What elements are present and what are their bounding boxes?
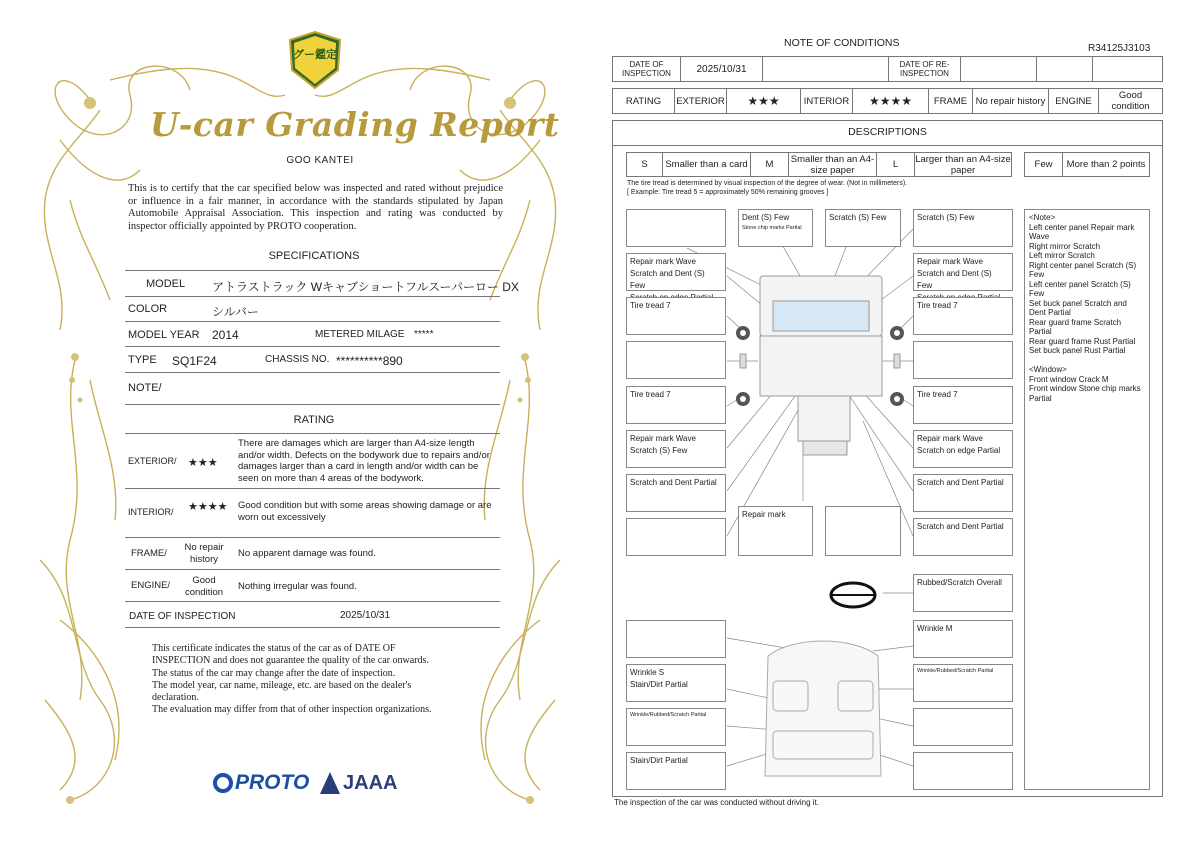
damage-box: Tire tread 7 — [913, 386, 1013, 424]
type-label: TYPE — [128, 354, 157, 366]
jaaa-mark-icon — [320, 772, 340, 794]
damage-box: Rubbed/Scratch Overall — [913, 574, 1013, 612]
metered-label: METERED MILAGE — [315, 329, 405, 340]
damage-box: Repair mark Wave Scratch (S) Few — [626, 430, 726, 468]
reinspection-label: DATE OF RE-INSPECTION — [889, 57, 961, 81]
frame-label: FRAME — [929, 89, 973, 113]
exterior-stars: ★★★ — [727, 89, 801, 113]
chassis-value: **********890 — [336, 354, 403, 368]
note-line: Set buck panel Rust Partial — [1029, 346, 1126, 355]
damage-box: Scratch and Dent Partial — [913, 518, 1013, 556]
empty-cell — [763, 57, 889, 81]
report-title: NOTE OF CONDITIONS — [784, 37, 900, 49]
exterior-text: There are damages which are larger than A4-size length and/or width. Defects on the bodywork due to repairs and/or damages larger than a card in length and/or width can be seen on more than 4 areas of the bodywork. — [238, 438, 490, 484]
note-line: Front window Crack M — [1029, 374, 1109, 384]
note-line — [1029, 356, 1145, 366]
damage-box — [626, 708, 726, 746]
certificate-title: U-car Grading Report — [150, 105, 560, 144]
damage-box — [626, 209, 726, 247]
notes-box — [1024, 209, 1150, 790]
note-line: Rear guard frame Scratch Partial — [1029, 317, 1122, 336]
damage-box: Wrinkle S Stain/Dirt Partial — [626, 664, 726, 702]
badge-text: グー鑑定 — [293, 49, 337, 61]
date-label: DATE OF INSPECTION — [129, 611, 236, 622]
engine-label: ENGINE — [1049, 89, 1099, 113]
note-line: Right center panel Scratch (S) Few — [1029, 260, 1137, 279]
color-value: シルバー — [212, 305, 259, 319]
damage-box — [626, 620, 726, 658]
damage-subtext: Wrinkle/Rubbed/Scratch Partial — [917, 668, 994, 674]
note-of-conditions — [600, 0, 1200, 848]
certificate-intro: This is to certify that the car specified below was inspected and rated without prejudice or influence in a fair manner, in accordance with the standards stipulated by Japan Automobile Appraisal Association. This inspection and rating was conducted by inspector officially appointed by PROTO cooperation. — [128, 183, 503, 232]
interior-outline-icon — [765, 641, 881, 776]
damage-text: Dent (S) Few — [742, 213, 790, 222]
damage-box: Scratch (S) Few — [825, 209, 901, 247]
jaaa-logo — [320, 770, 397, 796]
frame-value: No repair history — [184, 542, 224, 565]
proto-text: PROTO — [235, 771, 310, 794]
legend-text: Larger than an A4-size paper — [915, 153, 1011, 176]
rating-row — [612, 88, 1163, 114]
type-value: SQ1F24 — [172, 354, 217, 368]
model-value: アトラストラック Wキャブショートフルスーパーロー DX — [212, 280, 519, 294]
exterior-stars: ★★★ — [188, 457, 218, 469]
disclaimer-line: declaration. — [152, 692, 199, 704]
damage-box — [738, 209, 813, 247]
model-label: MODEL — [146, 278, 186, 290]
damage-box — [913, 708, 1013, 746]
report-footer: The inspection of the car was conducted without driving it. — [614, 798, 819, 807]
exterior-label: EXTERIOR — [675, 89, 727, 113]
truck-outline-icon — [760, 276, 882, 455]
damage-subtext: Wrinkle/Rubbed/Scratch Partial — [630, 712, 707, 718]
jaaa-text: JAAA — [343, 771, 398, 794]
date-of-inspection-label: DATE OF INSPECTION — [613, 57, 681, 81]
exterior-label: EXTERIOR/ — [128, 456, 177, 466]
legend-text: More than 2 points — [1066, 159, 1146, 170]
legend-code: L — [877, 153, 915, 176]
certificate-subtitle: GOO KANTEI — [286, 155, 354, 166]
damage-box — [825, 506, 901, 556]
model-year-value: 2014 — [212, 328, 239, 342]
damage-subtext: Stone chip marks Partial — [742, 225, 802, 231]
damage-box: Stain/Dirt Partial — [626, 752, 726, 790]
interior-stars: ★★★★ — [853, 89, 929, 113]
engine-value: Good condition — [184, 575, 224, 598]
note-line: Left center panel Repair mark Wave — [1029, 222, 1135, 241]
interior-stars: ★★★★ — [188, 501, 228, 513]
empty-cell — [1037, 57, 1093, 81]
frame-value: No repair history — [973, 89, 1049, 113]
certificate-disclaimer — [152, 643, 482, 717]
damage-box: Tire tread 7 — [626, 386, 726, 424]
engine-label: ENGINE/ — [131, 580, 171, 591]
report-id: R34125J3103 — [1088, 43, 1151, 54]
damage-box: Tire tread 7 — [913, 297, 1013, 335]
disclaimer-line: The status of the car may change after the date of inspection. — [152, 667, 396, 679]
damage-box: Scratch and Dent Partial — [913, 474, 1013, 512]
damage-box: Repair mark — [738, 506, 813, 556]
date-of-inspection-value: 2025/10/31 — [681, 57, 763, 81]
descriptions-heading: DESCRIPTIONS — [848, 126, 927, 138]
disclaimer-line: INSPECTION and does not guarantee the quality of the car onwards. — [152, 655, 429, 667]
note-line: Front window Stone chip marks Partial — [1029, 384, 1141, 403]
date-value: 2025/10/31 — [340, 610, 391, 621]
empty-cell — [961, 57, 1037, 81]
legend-code: Few — [1025, 153, 1063, 176]
damage-box: Scratch and Dent Partial — [626, 474, 726, 512]
chassis-label: CHASSIS NO. — [265, 354, 330, 365]
note-label: NOTE/ — [128, 382, 162, 394]
damage-box — [913, 752, 1013, 790]
damage-box — [913, 341, 1013, 379]
legend-code: M — [751, 153, 789, 176]
specifications-heading: SPECIFICATIONS — [268, 250, 360, 262]
legend-code: S — [627, 153, 663, 176]
proto-mark-icon — [213, 773, 233, 793]
legend-text: Smaller than a card — [663, 153, 751, 176]
tire-note: The tire tread is determined by visual inspection of the degree of wear. (Not in millimeters). — [627, 180, 908, 187]
legend-text: Smaller than an A4-size paper — [789, 153, 877, 176]
frame-label: FRAME/ — [131, 548, 167, 559]
disclaimer-line: The evaluation may differ from that of other inspection organizations. — [152, 704, 432, 716]
note-line: Right mirror Scratch — [1029, 241, 1101, 251]
goo-kantei-badge — [288, 30, 342, 90]
note-line: Left center panel Scratch (S) Few — [1029, 279, 1131, 298]
steering-wheel-icon — [831, 583, 875, 607]
damage-box: Wrinkle M — [913, 620, 1013, 658]
damage-box: Repair mark Wave Scratch and Dent (S) Few — [913, 253, 1013, 291]
engine-value: Good condition — [1111, 90, 1150, 112]
note-line: <Note> — [1029, 213, 1056, 222]
note-line: Set buck panel Scratch and Dent Partial — [1029, 298, 1127, 317]
damage-box — [626, 341, 726, 379]
damage-box — [626, 518, 726, 556]
rating-label: RATING — [613, 89, 675, 113]
damage-box: Tire tread 7 — [626, 297, 726, 335]
date-row — [612, 56, 1163, 82]
interior-text: Good condition but with some areas showing damage or are worn out excessively — [238, 500, 492, 523]
disclaimer-line: The model year, car name, mileage, etc. are based on the dealer's — [152, 679, 412, 691]
metered-value: ***** — [414, 329, 434, 340]
note-line: Rear guard frame Rust Partial — [1029, 336, 1136, 346]
note-line: Left mirror Scratch — [1029, 251, 1095, 260]
interior-label: INTERIOR/ — [128, 507, 174, 517]
damage-box: Scratch (S) Few — [913, 209, 1013, 247]
color-label: COLOR — [128, 303, 168, 315]
model-year-label: MODEL YEAR — [128, 329, 200, 341]
engine-text: Nothing irregular was found. — [238, 581, 357, 592]
damage-box: Repair mark Wave Scratch on edge Partial — [913, 430, 1013, 468]
damage-box — [913, 664, 1013, 702]
damage-box: Repair mark Wave Scratch and Dent (S) Few — [626, 253, 726, 291]
tire-note-example: [ Example: Tire tread 5 = approximately 50% remaining grooves ] — [627, 189, 829, 196]
proto-logo — [213, 770, 309, 796]
interior-label: INTERIOR — [801, 89, 853, 113]
descriptions-panel — [612, 120, 1163, 797]
disclaimer-line: This certificate indicates the status of the car as of DATE OF — [152, 643, 396, 654]
frame-text: No apparent damage was found. — [238, 548, 376, 559]
note-line: <Window> — [1029, 365, 1067, 374]
rating-heading: RATING — [293, 414, 335, 426]
